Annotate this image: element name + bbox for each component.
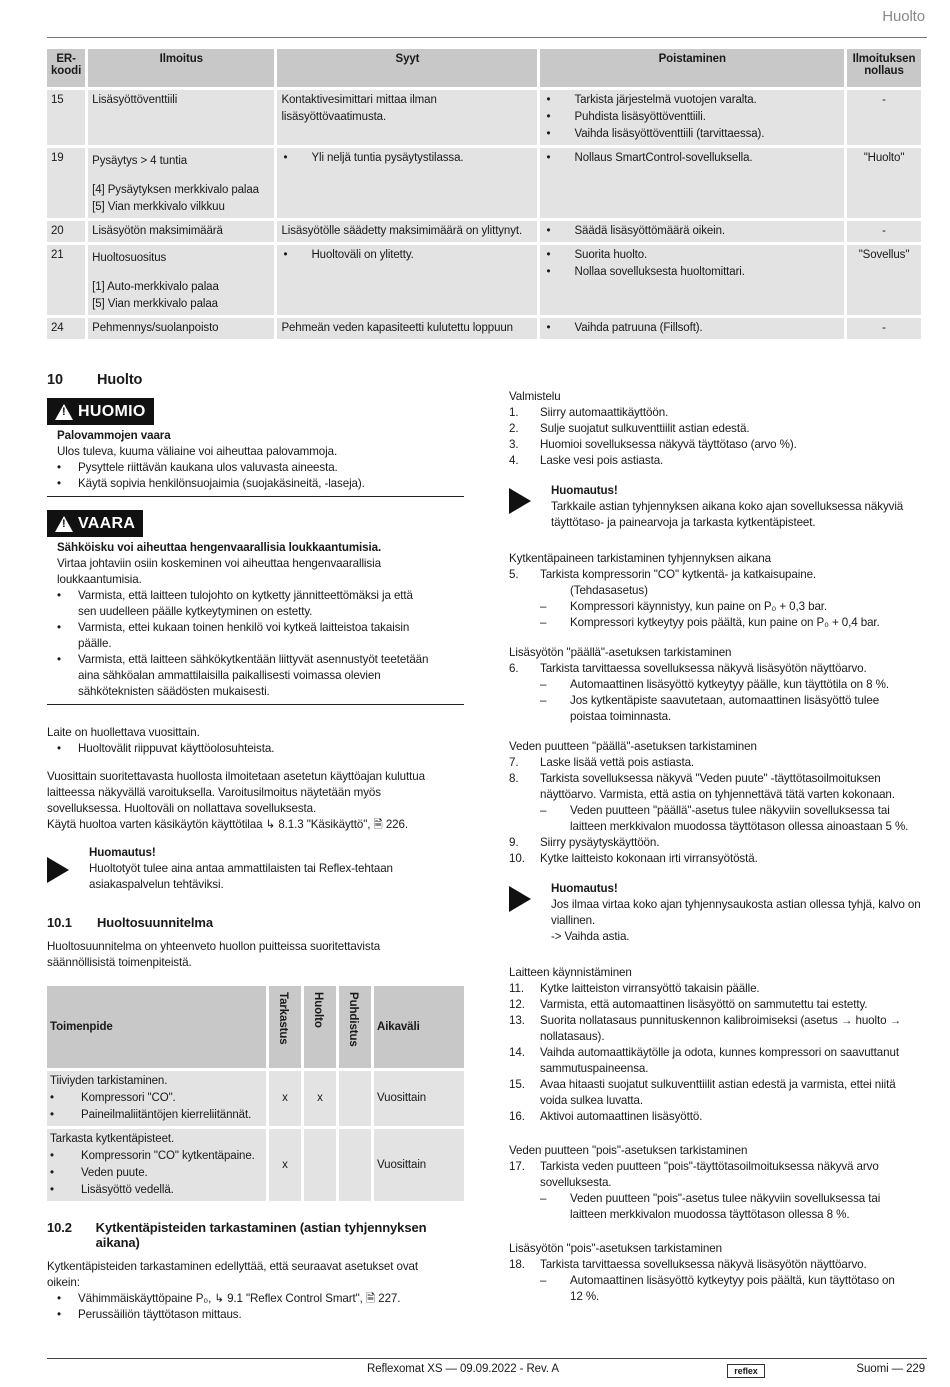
step-subtext: (Tehdasasetus) [570, 584, 648, 597]
step [509, 1045, 929, 1077]
step [509, 1257, 929, 1273]
er-message-cell [88, 318, 274, 339]
er-message-line: Pysäytys > 4 tuntia [92, 155, 188, 167]
danger-bullet-line: sen uudelleen päälle kytkeytyminen on estetty. [78, 605, 313, 618]
note-arrow-icon [47, 857, 69, 883]
er-message-line: Lisäsyötön maksimimäärä [92, 225, 223, 237]
step-text: Tarkista tarvittaessa sovelluksessa näkyvä lisäsyötön näyttöarvo. [540, 662, 867, 675]
switchpoint-bullet[interactable] [47, 1291, 464, 1307]
er-cause-text: Kontaktivesimittari mittaa ilman lisäsyöttövaatimusta. [281, 94, 437, 123]
danger-bullet-line: • Varmista, että laitteen sähkökytkentään liittyvät asennustyöt teetetään [78, 653, 429, 666]
er-reset-cell: "Huolto" [847, 148, 921, 218]
error-table-row [47, 90, 921, 145]
plan-task-item: • Kompressorin "CO" kytkentäpaine. [50, 1148, 263, 1165]
error-table-row [47, 245, 921, 315]
col-header-check-text: Tarkastus [277, 992, 289, 1045]
step-text: Laske vesi pois astiasta. [540, 454, 664, 467]
er-fix-cell [540, 318, 844, 339]
er-message-line: Pehmennys/suolanpoisto [92, 322, 219, 334]
group-title: Veden puutteen "pois"-asetuksen tarkistaminen [509, 1144, 748, 1157]
col-header-check [269, 986, 301, 1068]
danger-text-line: Virtaa johtaviin osiin koskeminen voi aiheuttaa hengenvaarallisia [57, 557, 381, 570]
note-line: viallinen. [551, 914, 596, 927]
step-line: voida sulkea luvatta. [540, 1094, 643, 1107]
step-line: Kytke laitteiston virransyöttö takaisin päälle. [540, 982, 760, 995]
step [509, 661, 929, 677]
step-text: Kytke laitteisto kokonaan irti virransyötöstä. [540, 852, 758, 865]
reflex-logo: reflex [727, 1364, 765, 1378]
note-line: Huoltotyöt tulee aina antaa ammattilaisten tai Reflex-tehtaan [89, 862, 393, 875]
plan-check-cell: x [269, 1129, 301, 1201]
paragraph-line: laitteessa näkyvällä varoituksella. Varoitusilmoitus näytetään myös [47, 786, 381, 799]
plan-clean-cell [339, 1071, 371, 1126]
er-cause-text: Pehmeän veden kapasiteetti kulutettu loppuun [281, 322, 513, 334]
step-line: Tarkista sovelluksessa näkyvä "Veden puute" -täyttötasoilmoituksen [540, 772, 881, 785]
step-number: 6. [509, 662, 519, 675]
col-header-interval: Aikaväli [374, 986, 464, 1068]
er-fix-bullet: • Vaihda lisäsyöttöventtiili (tarvittaessa). [544, 126, 840, 143]
caution-heading: Palovammojen vaara [57, 429, 171, 442]
step [509, 453, 929, 469]
step-text: Siirry automaattikäyttöön. [540, 406, 669, 419]
step-number: 15. [509, 1078, 525, 1091]
paragraph-line: oikein: [47, 1276, 80, 1289]
er-code-cell: 20 [47, 221, 85, 242]
group-title: Kytkentäpaineen tarkistaminen tyhjennyksen aikana [509, 552, 771, 565]
note-line: Jos ilmaa virtaa koko ajan tyhjennysaukosta astian ollessa tyhjä, kalvo on [551, 898, 921, 911]
er-message-cell [88, 245, 274, 315]
plan-task-item: • Kompressori "CO". [50, 1090, 263, 1107]
step [509, 771, 929, 803]
note-line: -> Vaihda astia. [551, 930, 630, 943]
dash-line: – Automaattinen lisäsyöttö kytkeytyy pois päältä, kun täyttötaso on [570, 1274, 895, 1287]
danger-heading: Sähköisku voi aiheuttaa hengenvaarallisia loukkaantumisia. [57, 541, 382, 554]
warning-triangle-icon [55, 404, 73, 420]
maintenance-yearly-text: Laite on huollettava vuosittain. [47, 726, 200, 739]
step-text: Laske lisää vettä pois astiasta. [540, 756, 695, 769]
er-message-line [92, 170, 270, 182]
section-10-1-heading [47, 915, 464, 930]
dash-line: laitteen merkkivalon muodossa täyttötason ollessa ainoastaan 5 %. [570, 820, 909, 833]
danger-bullet [47, 588, 464, 620]
maintenance-interval-bullet [47, 741, 464, 757]
er-cause-bullet: • Yli neljä tuntia pysäytystilassa. [281, 150, 533, 167]
step-text: Tarkista kompressorin "CO" kytkentä- ja katkaisupaine. [540, 568, 817, 581]
danger-box [47, 510, 464, 705]
caution-label-text: HUOMIO [78, 402, 146, 420]
note-arrow-icon [509, 886, 531, 912]
er-cause-bullet: • Huoltoväli on ylitetty. [281, 247, 533, 264]
er-fix-bullet: • Puhdista lisäsyöttöventtiili. [544, 109, 840, 126]
group-title: Laitteen käynnistäminen [509, 966, 632, 979]
er-code-cell: 15 [47, 90, 85, 145]
col-header-clean-text: Puhdistus [347, 992, 359, 1047]
error-table-header [47, 49, 921, 87]
reflex-control-smart-link[interactable]: Vähimmäiskäyttöpaine P₀, ↳ 9.1 "Reflex Control Smart", 🗎 227. [78, 1292, 401, 1305]
switchpoint-bullet-text: Perussäiliön täyttötason mittaus. [78, 1308, 242, 1321]
er-message-line: [5] Vian merkkivalo vilkkuu [92, 201, 225, 213]
col-header-service [304, 986, 336, 1068]
step-number: 18. [509, 1258, 525, 1271]
step [509, 437, 929, 453]
step-number: 4. [509, 454, 519, 467]
plan-clean-cell [339, 1129, 371, 1201]
page-header [47, 0, 927, 38]
step-line: näyttöarvo. Varmista, että astia on tyhjennettävä tätä varten kokonaan. [540, 788, 895, 801]
step-line: Varmista, että automaattinen lisäsyöttö on sammutettu tai estetty. [540, 998, 868, 1011]
step-number: 1. [509, 406, 519, 419]
section-title: Huoltosuunnitelma [97, 915, 214, 930]
step-number: 12. [509, 998, 525, 1011]
section-title: Kytkentäpisteiden tarkastaminen (astian tyhjennyksen aikana) [95, 1220, 427, 1250]
step [509, 421, 929, 437]
plan-interval-cell: Vuosittain [374, 1129, 464, 1201]
plan-row [47, 1129, 464, 1201]
dash-line: poistaa toiminnasta. [570, 710, 672, 723]
danger-bullet [47, 652, 464, 700]
error-code-table [44, 46, 924, 342]
section-number: 10.2 [47, 1220, 72, 1235]
section-number: 10 [47, 372, 63, 388]
plan-task-item: • Paineilmaliitäntöjen kierreliitännät. [50, 1107, 263, 1124]
plan-interval-cell: Vuosittain [374, 1071, 464, 1126]
step-line: sovelluksesta. [540, 1176, 612, 1189]
er-fix-bullet: • Säädä lisäsyöttömäärä oikein. [544, 223, 840, 240]
left-column [47, 372, 464, 1323]
col-header-er-code: ER-koodi [47, 49, 85, 87]
er-causes-cell [277, 90, 537, 145]
step-dash-item [509, 1191, 929, 1223]
error-table-row [47, 148, 921, 218]
paragraph-line: sovelluksessa. Huoltoväli on nollattava sovelluksesta. [47, 802, 317, 815]
step [509, 567, 929, 583]
plan-task-item: • Lisäsyöttö vedellä. [50, 1182, 263, 1199]
step [509, 405, 929, 421]
header-section-title: Huolto [882, 8, 925, 25]
switchpoint-intro [47, 1259, 464, 1291]
danger-text-line: loukkaantumisia. [57, 573, 142, 586]
danger-bullet-line: päälle. [78, 637, 112, 650]
section-10-heading [47, 372, 464, 388]
paragraph-line: Kytkentäpisteiden tarkastaminen edellyttää, että seuraavat asetukset ovat [47, 1260, 419, 1273]
er-message-line: Huoltosuositus [92, 252, 167, 264]
plan-intro [47, 939, 464, 971]
note-box [509, 483, 929, 531]
step-dash-item [509, 1273, 929, 1305]
error-table-body [47, 90, 921, 339]
step-number: 3. [509, 438, 519, 451]
dash-line: – Veden puutteen "päällä"-asetus tulee näkyviin sovelluksessa tai [570, 804, 890, 817]
er-causes-cell [277, 148, 537, 218]
plan-task-title: Tiiviyden tarkistaminen. [50, 1075, 168, 1087]
step-text: Tarkista tarvittaessa sovelluksessa näkyvä lisäsyötön näyttöarvo. [540, 1258, 867, 1271]
section-10-2-heading [47, 1220, 464, 1250]
error-table-row [47, 318, 921, 339]
er-reset-cell: - [847, 318, 921, 339]
er-message-line: [1] Auto-merkkivalo palaa [92, 281, 219, 293]
caution-text: Ulos tuleva, kuuma väliaine voi aiheuttaa palovammoja. [57, 445, 338, 458]
group-title: Veden puutteen "päällä"-asetuksen tarkistaminen [509, 740, 757, 753]
er-code-cell: 19 [47, 148, 85, 218]
col-header-causes: Syyt [277, 49, 537, 87]
plan-row [47, 1071, 464, 1126]
col-header-fix: Poistaminen [540, 49, 844, 87]
maintenance-paragraph [47, 769, 464, 833]
footer-page-number: Suomi — 229 [856, 1363, 925, 1375]
er-fix-cell [540, 245, 844, 315]
step-number: 8. [509, 772, 519, 785]
danger-bullet-line: sähköteknisten säädösten mukaisesti. [78, 685, 270, 698]
plan-task-cell [47, 1071, 266, 1126]
note-title: Huomautus! [551, 484, 618, 497]
er-fix-bullet: • Suorita huolto. [544, 247, 840, 264]
note-line: Tarkkaile astian tyhjennyksen aikana koko ajan sovelluksessa näkyviä [551, 500, 904, 513]
startup-steps [509, 981, 929, 1125]
step-line: nollatasaus). [540, 1030, 605, 1043]
er-message-line: [4] Pysäytyksen merkkivalo palaa [92, 184, 259, 196]
danger-label-text: VAARA [78, 514, 136, 532]
note-box [47, 845, 464, 893]
step [509, 1159, 929, 1191]
er-fix-bullet: • Vaihda patruuna (Fillsoft). [544, 320, 840, 337]
er-causes-cell [277, 245, 537, 315]
col-header-clean [339, 986, 371, 1068]
plan-task-item: • Veden puute. [50, 1165, 263, 1182]
right-column [509, 389, 929, 1305]
step-number: 16. [509, 1110, 525, 1123]
step [509, 755, 929, 771]
er-code-cell: 21 [47, 245, 85, 315]
step-number: 2. [509, 422, 519, 435]
step-number: 9. [509, 836, 519, 849]
manual-mode-reference-link[interactable]: Käytä huoltoa varten käsikäytön käyttötilaa ↳ 8.1.3 "Käsikäyttö", 🗎 226. [47, 818, 408, 831]
note-line: täyttötaso- ja painearvoja ja tarkasta kytkentäpisteet. [551, 516, 816, 529]
dash-line: 12 %. [570, 1290, 600, 1303]
group-title: Lisäsyötön "pois"-asetuksen tarkistaminen [509, 1242, 722, 1255]
er-code-cell: 24 [47, 318, 85, 339]
step [509, 1109, 929, 1125]
col-header-task: Toimenpide [47, 986, 266, 1068]
step-text: Huomioi sovelluksessa näkyvä täyttötaso (arvo %). [540, 438, 797, 451]
note-box [509, 881, 929, 945]
er-fix-cell [540, 90, 844, 145]
step-text: Siirry pysäytyskäyttöön. [540, 836, 660, 849]
plan-check-cell: x [269, 1071, 301, 1126]
er-causes-cell [277, 221, 537, 242]
er-fix-bullet: • Tarkista järjestelmä vuotojen varalta. [544, 92, 840, 109]
step-dash-item [509, 693, 929, 725]
dash-line: – Jos kytkentäpiste saavutetaan, automaattinen lisäsyöttö tulee [570, 694, 880, 707]
section-number: 10.1 [47, 915, 72, 930]
step [509, 1077, 929, 1109]
er-message-line: [5] Vian merkkivalo palaa [92, 298, 218, 310]
plan-service-cell [304, 1129, 336, 1201]
step-line: Tarkista veden puutteen "pois"-täyttötasoilmoituksessa näkyvä arvo [540, 1160, 879, 1173]
step-number: 13. [509, 1014, 525, 1027]
step-line: Vaihda automaattikäytölle ja odota, kunnes kompressori on saavuttanut [540, 1046, 899, 1059]
er-fix-cell [540, 148, 844, 218]
danger-bullet-line: aina sähköalan ammattilaisilla paikallisesti voimassa olevien [78, 669, 381, 682]
step [509, 997, 929, 1013]
paragraph-line: Huoltosuunnitelma on yhteenveto huollon puitteissa suoritettavista [47, 940, 381, 953]
caution-label [47, 398, 154, 425]
step [509, 835, 929, 851]
step-line: sammutuspaineensa. [540, 1062, 649, 1075]
er-fix-bullet: • Nollaus SmartControl-sovelluksella. [544, 150, 840, 167]
step-dash-item: – Kompressori käynnistyy, kun paine on P₀ + 0,3 bar. [509, 599, 929, 615]
step-dash-item: – Automaattinen lisäsyöttö kytkeytyy päälle, kun täyttötila on 8 %. [509, 677, 929, 693]
dash-line: – Veden puutteen "pois"-asetus tulee näkyviin sovelluksessa tai [570, 1192, 881, 1205]
plan-task-title: Tarkasta kytkentäpisteet. [50, 1133, 175, 1145]
preparation-title: Valmistelu [509, 390, 561, 403]
er-message-cell [88, 90, 274, 145]
er-message-cell [88, 221, 274, 242]
col-header-reset: Ilmoituksen nollaus [847, 49, 921, 87]
maintenance-interval-text: Huoltovälit riippuvat käyttöolosuhteista. [78, 742, 275, 755]
step [509, 981, 929, 997]
caution-box [47, 398, 464, 497]
er-reset-cell: - [847, 90, 921, 145]
step-number: 7. [509, 756, 519, 769]
switchpoint-bullet [47, 1307, 464, 1323]
error-table-row [47, 221, 921, 242]
preparation-steps [509, 405, 929, 469]
er-fix-cell [540, 221, 844, 242]
step [509, 851, 929, 867]
plan-task-cell [47, 1129, 266, 1201]
danger-bullet-line: • Varmista, ettei kukaan toinen henkilö voi kytkeä laitteistoa takaisin [78, 621, 410, 634]
er-reset-cell: "Sovellus" [847, 245, 921, 315]
er-cause-text: Lisäsyötölle säädetty maksimimäärä on ylittynyt. [281, 225, 523, 237]
step-line: Avaa hitaasti suojatut sulkuventtiilit astian edestä ja varmista, ettei niitä [540, 1078, 896, 1091]
step-line: Suorita nollatasaus punnituskennon kalibroimiseksi (asetus → huolto → [540, 1014, 902, 1027]
step-number: 10. [509, 852, 525, 865]
caution-bullet: • Käytä sopivia henkilönsuojaimia (suojakäsineitä, -laseja). [47, 476, 464, 492]
warning-triangle-icon [55, 516, 73, 532]
danger-bullet-line: • Varmista, että laitteen tulojohto on kytketty jännitteettömäksi ja että [78, 589, 413, 602]
paragraph-line: säännöllisistä toimenpiteistä. [47, 956, 192, 969]
er-message-line: Lisäsyöttöventtiili [92, 94, 178, 106]
er-reset-cell: - [847, 221, 921, 242]
danger-bullet [47, 620, 464, 652]
plan-service-cell: x [304, 1071, 336, 1126]
step-dash-item: – Kompressori kytkeytyy pois päältä, kun paine on P₀ + 0,4 bar. [509, 615, 929, 631]
note-title: Huomautus! [89, 846, 156, 859]
step-number: 11. [509, 982, 524, 995]
maintenance-plan-table [44, 983, 467, 1204]
step [509, 1013, 929, 1045]
er-message-cell [88, 148, 274, 218]
step-dash-item [509, 803, 929, 835]
danger-label [47, 510, 143, 537]
step-number: 14. [509, 1046, 525, 1059]
dash-line: laitteen merkkivalon muodossa täyttötason ollessa 8 %. [570, 1208, 850, 1221]
col-header-message: Ilmoitus [88, 49, 274, 87]
note-arrow-icon [509, 488, 531, 514]
step-number: 17. [509, 1160, 525, 1173]
note-line: asiakaspalvelun tehtäviksi. [89, 878, 224, 891]
footer-product: Reflexomat XS — 09.09.2022 - Rev. A [367, 1363, 559, 1375]
paragraph-line: Vuosittain suoritettavasta huollosta ilmoitetaan asetetun käyttöajan kuluttua [47, 770, 425, 783]
er-fix-bullet: • Nollaa sovelluksesta huoltomittari. [544, 264, 840, 281]
step-number: 5. [509, 568, 519, 581]
step-line: Aktivoi automaattinen lisäsyöttö. [540, 1110, 703, 1123]
page-footer [47, 1358, 927, 1386]
plan-table-header [47, 986, 464, 1068]
group-title: Lisäsyötön "päällä"-asetuksen tarkistaminen [509, 646, 732, 659]
er-causes-cell [277, 318, 537, 339]
step-text: Sulje suojatut sulkuventtiilit astian edestä. [540, 422, 750, 435]
col-header-service-text: Huolto [312, 992, 324, 1028]
er-message-line [92, 267, 270, 279]
caution-bullet: • Pysyttele riittävän kaukana ulos valuvasta aineesta. [47, 460, 464, 476]
section-title: Huolto [97, 372, 143, 388]
note-title: Huomautus! [551, 882, 618, 895]
